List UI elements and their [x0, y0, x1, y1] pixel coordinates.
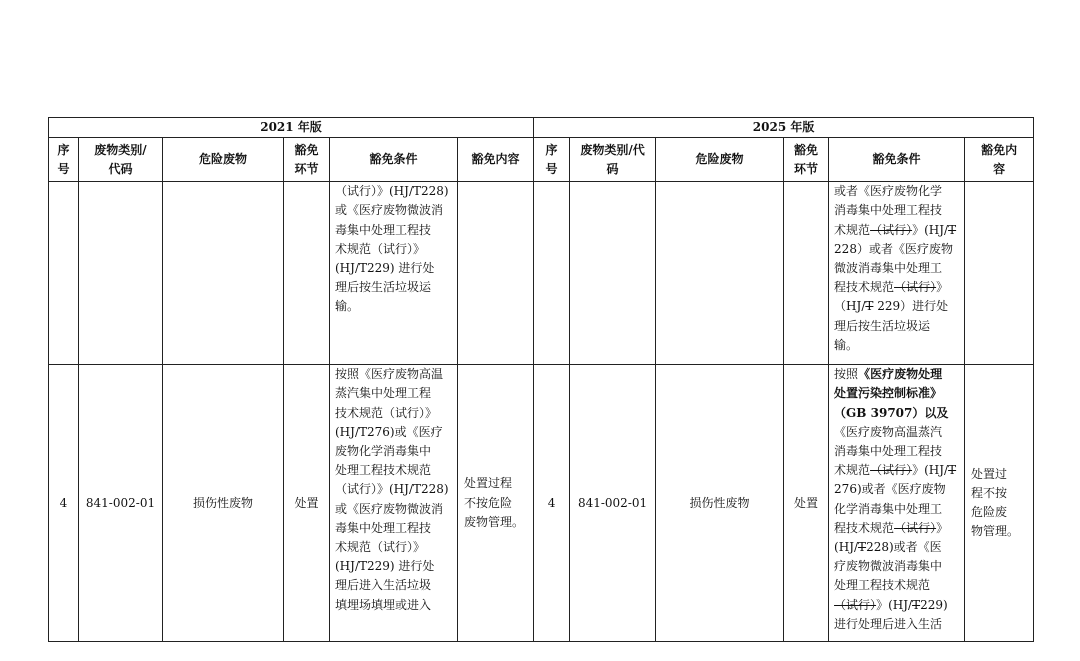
text-segment: 》 (HJ/	[834, 520, 949, 555]
row-code-2021: 841-002-01	[79, 365, 163, 642]
deleted-text: （试行）	[894, 520, 937, 535]
row-code-2025: 841-002-01	[570, 365, 656, 642]
condition-text	[834, 182, 959, 355]
header-code-2025: 废物类别/代 码	[570, 138, 656, 182]
deleted-text: （试行）	[870, 222, 913, 237]
condition-cell-2021	[330, 365, 458, 642]
added-text: 《医疗废物处理 处置污染控制标准》 （GB 39707）以及	[834, 367, 949, 420]
deleted-text: T	[865, 299, 874, 314]
text-segment: 228）或者《医疗废物 微波消毒集中处理工 程技术规范	[834, 241, 953, 295]
row-content-2025: 处置过 程不按 危险废 物管理。	[965, 365, 1034, 642]
condition-text	[834, 365, 959, 634]
header-condition-2021: 豁免条件	[330, 138, 458, 182]
header-stage-2021: 豁免 环节	[284, 138, 330, 182]
row-content-2021: 处置过程 不按危险 废物管理。	[458, 365, 534, 642]
version-2025-label: 2025 年版	[534, 118, 1034, 138]
condition-cell-2021	[330, 182, 458, 365]
text-segment: 》 （HJ/	[834, 280, 949, 314]
row-no-2021: 4	[49, 365, 79, 642]
condition-text: 按照《医疗废物高温 蒸汽集中处理工程 技术规范（试行）》 (HJ/T276)或《医疗 废物化学消毒集中 处理工程技术规范 （试行）》(HJ/T228) 或《医疗废物微波消 毒集中处理工程技 术规范（试行）》 (HJ/T229) 进行处 理后进入生活垃圾 填埋场填埋或进入	[335, 367, 449, 612]
text-segment: 228)或者《医 疗废物微波消毒集中 处理工程技术规范	[834, 540, 943, 593]
header-no-2021: 序 号	[49, 138, 79, 182]
row-waste-2021: 损伤性废物	[163, 365, 284, 642]
text-segment: 》(HJ/	[912, 463, 949, 478]
header-waste-2021: 危险废物	[163, 138, 284, 182]
text-segment: 按照	[834, 367, 859, 382]
text-segment: 或者《医疗废物化学 消毒集中处理工程技 术规范	[834, 184, 943, 237]
text-segment: 》(HJ/	[876, 597, 913, 612]
header-code-2021: 废物类别/ 代码	[79, 138, 163, 182]
deleted-text: T	[948, 222, 957, 237]
text-segment: 《医疗废物高温蒸汽 消毒集中处理工程技 术规范	[834, 424, 943, 478]
text-segment: 229）进行处 理后按生活垃圾运 输。	[834, 299, 949, 352]
row-stage-2021: 处置	[284, 365, 330, 642]
header-content-2025: 豁免内 容	[965, 138, 1034, 182]
deleted-text: T	[948, 463, 957, 478]
version-2021-label: 2021 年版	[49, 118, 534, 138]
deleted-text: （试行）	[870, 463, 913, 478]
table-row	[49, 365, 1034, 642]
deleted-text: （试行）	[834, 597, 877, 612]
header-condition-2025: 豁免条件	[829, 138, 965, 182]
text-segment: 229) 进行处理后进入生活	[834, 597, 948, 631]
comparison-table	[48, 117, 1034, 642]
table-row	[49, 182, 1034, 365]
condition-cell-2025	[829, 365, 965, 642]
deleted-text: （试行）	[894, 280, 937, 295]
header-no-2025: 序 号	[534, 138, 570, 182]
condition-text: （试行）》(HJ/T228) 或《医疗废物微波消 毒集中处理工程技 术规范（试行）》 (HJ/T229) 进行处 理后按生活垃圾运 输。	[335, 184, 449, 314]
text-segment: 276)或者《医疗废物 化学消毒集中处理工 程技术规范	[834, 482, 946, 535]
header-stage-2025: 豁免 环节	[784, 138, 829, 182]
deleted-text: T	[912, 597, 921, 612]
deleted-text: T	[858, 540, 867, 555]
row-stage-2025: 处置	[784, 365, 829, 642]
row-waste-2025: 损伤性废物	[656, 365, 784, 642]
row-no-2025: 4	[534, 365, 570, 642]
header-content-2021: 豁免内容	[458, 138, 534, 182]
text-segment: 》(HJ/	[912, 222, 949, 237]
header-waste-2025: 危险废物	[656, 138, 784, 182]
condition-cell-2025	[829, 182, 965, 365]
